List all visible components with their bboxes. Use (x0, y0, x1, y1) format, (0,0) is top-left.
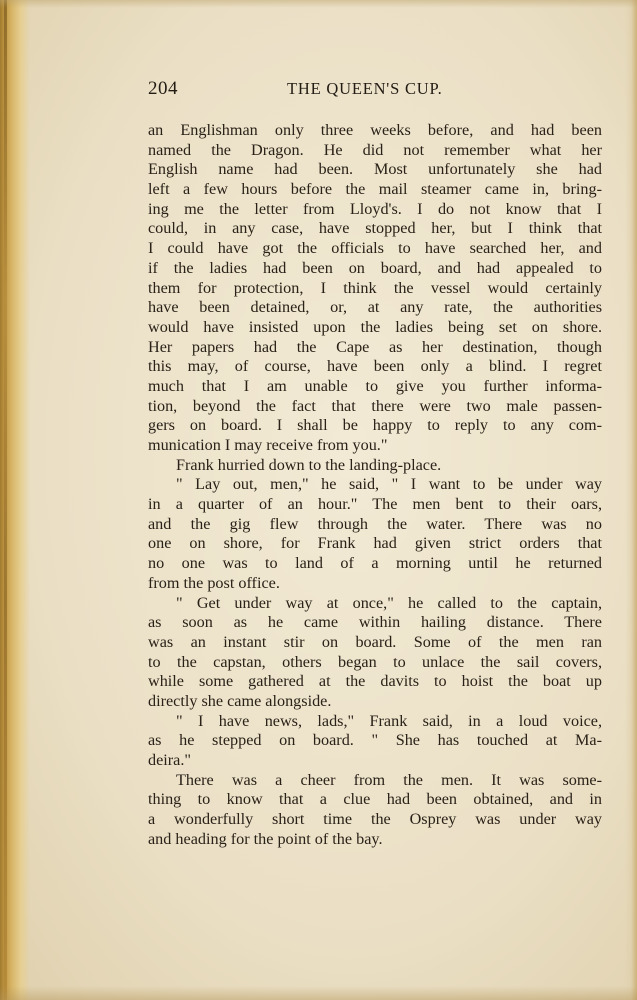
text-line: if the ladies had been on board, and had appealed to (148, 258, 602, 277)
text-line: " Get under way at once," he called to the captain, (176, 593, 602, 612)
text-line: I could have got the officials to have searched her, and (148, 239, 602, 258)
text-line: them for protection, I think the vessel would certainly (148, 278, 602, 297)
text-line: There was a cheer from the men. It was some- (176, 770, 602, 789)
text-line: could, in any case, have stopped her, but I think that (148, 219, 602, 238)
text-line: Her papers had the Cape as her destination, though (148, 337, 602, 356)
text-line: and the gig flew through the water. There was no (148, 514, 602, 533)
text-line: no one was to land of a morning until he returned (148, 554, 602, 573)
text-line: Frank hurried down to the landing-place. (176, 455, 442, 474)
text-line: English name had been. Most unfortunately she had (148, 160, 602, 179)
page-number: 204 (148, 78, 178, 99)
text-line: deira." (148, 751, 192, 769)
text-line: left a few hours before the mail steamer came in, bring- (148, 180, 602, 199)
page-gutter-edge (4, 0, 7, 1000)
text-line: " Lay out, men," he said, " I want to be under way (176, 475, 602, 494)
text-line: " I have news, lads," Frank said, in a loud voice, (176, 711, 602, 730)
text-line: gers on board. I shall be happy to reply to any com- (148, 416, 602, 435)
text-line: have been detained, or, at any rate, the authorities (148, 298, 602, 317)
text-line: ing me the letter from Lloyd's. I do not know that I (148, 199, 602, 218)
text-line: named the Dragon. He did not remember what her (148, 140, 602, 159)
text-line: an Englishman only three weeks before, and had been (148, 121, 602, 139)
text-line: while some gathered at the davits to hoist the boat up (148, 672, 602, 691)
text-line: much that I am unable to give you further informa- (148, 376, 602, 395)
text-line: would have insisted upon the ladies being set on shore. (148, 317, 602, 336)
text-line: to the capstan, others began to unlace the sail covers, (148, 652, 602, 671)
text-line: as soon as he came within hailing distance. There (148, 613, 602, 632)
running-head (148, 78, 602, 104)
text-line: munication I may receive from you." (148, 436, 388, 454)
text-line: was an instant stir on board. Some of the men ran (148, 632, 602, 651)
page-bottom-edge (0, 986, 637, 1000)
page-top-edge (0, 0, 637, 8)
page-right-edge (625, 0, 637, 1000)
text-line: tion, beyond the fact that there were two male passen- (148, 396, 602, 415)
running-title: THE QUEEN'S CUP. (287, 79, 443, 98)
text-line: in a quarter of an hour." The men bent to their oars, (148, 495, 602, 514)
body-text (148, 121, 602, 849)
text-line: and heading for the point of the bay. (148, 829, 383, 848)
text-line: from the post office. (148, 573, 280, 592)
text-line: directly she came alongside. (148, 691, 332, 710)
text-line: thing to know that a clue had been obtained, and in (148, 790, 602, 809)
text-line: as he stepped on board. " She has touched at Ma- (148, 731, 602, 750)
text-line: one on shore, for Frank had given strict orders that (148, 534, 602, 553)
text-line: this may, of course, have been only a blind. I regret (148, 357, 602, 376)
text-line: a wonderfully short time the Osprey was under way (148, 810, 602, 829)
